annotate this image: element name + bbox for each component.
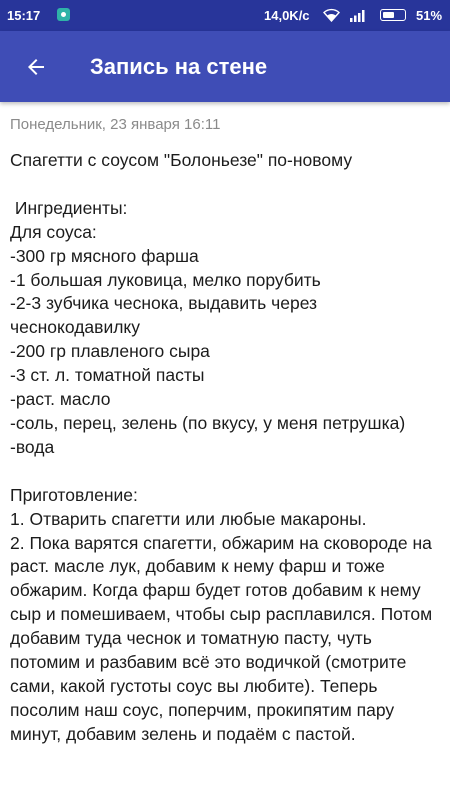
post-date: Понедельник, 23 января 16:11 bbox=[10, 116, 221, 133]
wifi-icon bbox=[323, 8, 340, 22]
page-title: Запись на стене bbox=[90, 54, 268, 79]
post-text: Спагетти с соусом "Болоньезе" по-новому Ингредиенты: Для соуса: -300 гр мясного фарша -1 большая луковица, мелко порубить -2-3 зубчика чеснока, выдавить через чеснокодавилку -200 гр плавленого сыра -3 ст. л. томатной пасты -раст. масло -соль, перец, зелень (по вкусу, у меня петрушка) -вода Приготовление: 1. Отварить спагетти или любые макароны. 2. Пока варятся спагетти, обжарим на сковороде на раст. масле лук, добавим к нему фарш и тоже обжарим. Когда фарш будет готов добавим к нему сыр и помешиваем, чтобы сыр расплавился. Потом добавим туда чеснок и томатную пасту, чуть потомим и разбавим всё это водичкой (смотрите сами, какой густоты соус вы любите). Теперь посолим наш соус, поперчим, прокипятим пару минут, добавим зелень и подаём с пастой. bbox=[10, 150, 433, 744]
status-time: 15:17 bbox=[7, 8, 41, 23]
back-button[interactable] bbox=[16, 47, 56, 87]
battery-icon bbox=[380, 9, 406, 21]
app-notification-icon bbox=[57, 8, 70, 21]
battery-percent: 51% bbox=[416, 8, 443, 23]
signal-icon bbox=[350, 8, 367, 22]
status-bar bbox=[0, 0, 450, 31]
post-content bbox=[10, 102, 442, 747]
network-speed: 14,0K/c bbox=[264, 8, 310, 23]
arrow-left-icon bbox=[24, 55, 48, 79]
app-bar bbox=[0, 31, 450, 102]
